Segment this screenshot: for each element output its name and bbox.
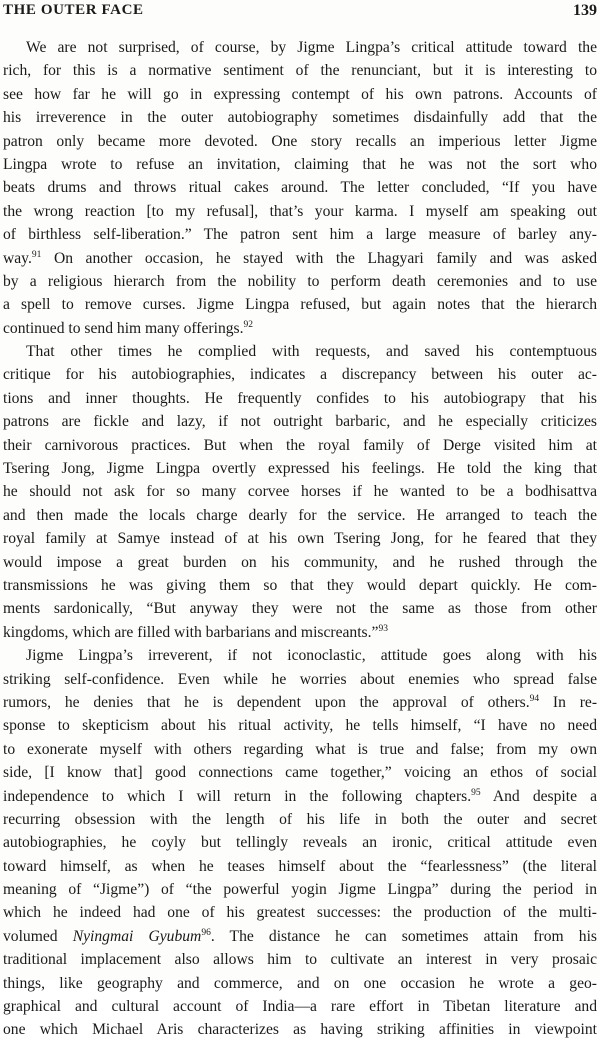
text-line bbox=[3, 808, 597, 831]
line-text: and then made the locals charge dearly for the service. He arranged to teach the bbox=[3, 506, 597, 524]
text-line bbox=[3, 293, 597, 316]
line-text: beats drums and throws ritual cakes around. The letter concluded, “If you have bbox=[3, 179, 597, 197]
line-text: things, like geography and commerce, and on one occasion he wrote a geo- bbox=[3, 974, 597, 992]
text-line bbox=[3, 200, 597, 223]
text-line bbox=[3, 551, 597, 574]
text-line bbox=[3, 995, 597, 1018]
text-line bbox=[3, 247, 597, 270]
line-text: Lingpa wrote to refuse an invitation, claiming that he was not the sort who bbox=[3, 155, 597, 173]
line-text: the wrong reaction [to my refusal], that’s your karma. I myself am speaking out bbox=[3, 202, 597, 220]
text-line bbox=[3, 714, 597, 737]
line-text: way. bbox=[3, 249, 32, 267]
line-text: ments sardonically, “But anyway they were not the same as those from other bbox=[3, 600, 597, 618]
footnote-marker[interactable]: 95 bbox=[471, 787, 481, 798]
text-line bbox=[3, 644, 597, 667]
text-line bbox=[3, 504, 597, 527]
body-text bbox=[3, 36, 597, 1042]
text-line bbox=[3, 925, 597, 948]
line-text: which he indeed had one of his greatest successes: the production of the multi- bbox=[3, 904, 597, 922]
text-line bbox=[3, 106, 597, 129]
text-line bbox=[3, 340, 597, 363]
text-line bbox=[3, 761, 597, 784]
text-line bbox=[3, 1018, 597, 1041]
footnote-marker[interactable]: 91 bbox=[31, 249, 42, 260]
line-text: one which Michael Aris characterizes as having striking affinities in viewpoint bbox=[3, 1021, 597, 1039]
line-text: by a religious hierarch from the nobility to perform death ceremonies and to use bbox=[3, 272, 597, 290]
text-line bbox=[3, 457, 597, 480]
line-text: would impose a great burden on his community, and he rushed through the bbox=[3, 553, 597, 571]
text-line bbox=[3, 597, 597, 620]
line-text: kingdoms, which are filled with barbarians and miscreants.” bbox=[3, 623, 379, 641]
text-line bbox=[3, 223, 597, 246]
chapter-title: THE OUTER FACE bbox=[3, 2, 144, 18]
text-line bbox=[3, 668, 597, 691]
text-line bbox=[3, 878, 597, 901]
line-text: Jigme Lingpa’s irreverent, if not iconoclastic, attitude goes along with his bbox=[26, 647, 597, 665]
page-number: 139 bbox=[573, 2, 597, 19]
line-text: graphical and cultural account of India—a rare effort in Tibetan literature and bbox=[3, 998, 597, 1016]
text-line bbox=[3, 901, 597, 924]
footnote-marker[interactable]: 94 bbox=[529, 693, 540, 704]
line-text: traditional implacement also allows him to cultivate an interest in very prosaic bbox=[3, 951, 597, 969]
line-text: see how far he will go in expressing contempt of his own patrons. Accounts of bbox=[3, 85, 597, 103]
line-text: a spell to remove curses. Jigme Lingpa refused, but again notes that the hierarch bbox=[3, 296, 597, 314]
text-line bbox=[3, 36, 597, 59]
text-line bbox=[3, 831, 597, 854]
line-text: royal family at Samye instead of at his own Tsering Jong, for he feared that they bbox=[3, 530, 597, 548]
line-text: he should not ask for so many corvee horses if he wanted to be a bodhisattva bbox=[3, 483, 597, 501]
footnote-marker[interactable]: 93 bbox=[378, 623, 388, 634]
text-line bbox=[3, 83, 597, 106]
line-text: volumed bbox=[3, 927, 73, 945]
line-text: recurring obsession with the length of his life in both the outer and secret bbox=[3, 810, 597, 828]
text-line bbox=[3, 363, 597, 386]
line-text-continued: In re- bbox=[539, 693, 598, 711]
italic-title: Nyingmai Gyubum bbox=[72, 927, 202, 945]
footnote-marker[interactable]: 96 bbox=[201, 927, 211, 938]
line-text: their carnivorous practices. But when the royal family of Derge visited him at bbox=[3, 436, 597, 454]
line-text: tions and inner thoughts. He frequently confides to his autobiograpy that his bbox=[3, 389, 597, 407]
line-text: his irreverence in the outer autobiography sometimes disdainfully add that the bbox=[3, 109, 597, 127]
line-text: autobiographies, he coyly but tellingly reveals an ironic, critical attitude even bbox=[3, 834, 597, 852]
line-text: striking self-confidence. Even while he worries about enemies who spread false bbox=[3, 670, 597, 688]
text-line bbox=[3, 387, 597, 410]
text-line bbox=[3, 317, 597, 340]
line-text: of birthless self-liberation.” The patron sent him a large measure of barley any- bbox=[3, 226, 597, 244]
text-line bbox=[3, 153, 597, 176]
line-text: Tsering Jong, Jigme Lingpa overtly expressed his feelings. He told the king that bbox=[3, 460, 597, 478]
line-text-continued: And despite a bbox=[480, 787, 597, 805]
text-line bbox=[3, 948, 597, 971]
line-text: patron only became more devoted. One story recalls an imperious letter Jigme bbox=[3, 132, 597, 150]
line-text: independence to which I will return in the following chapters. bbox=[3, 787, 472, 805]
text-line bbox=[3, 130, 597, 153]
text-line bbox=[3, 410, 597, 433]
text-line bbox=[3, 972, 597, 995]
running-head bbox=[3, 2, 597, 20]
line-text: toward himself, as when he teases himself about the “fearlessness” (the literal bbox=[3, 857, 597, 875]
text-line bbox=[3, 176, 597, 199]
text-line bbox=[3, 59, 597, 82]
line-text: sponse to skepticism about his ritual activity, he tells himself, “I have no need bbox=[3, 717, 597, 735]
text-line bbox=[3, 621, 597, 644]
line-text: That other times he complied with requests, and saved his contemptuous bbox=[26, 343, 597, 361]
line-text: continued to send him many offerings. bbox=[3, 319, 244, 337]
text-line bbox=[3, 738, 597, 761]
line-text-continued: . The distance he can sometimes attain from his bbox=[210, 927, 597, 945]
line-text: side, [I know that] good connections came together,” voicing an ethos of social bbox=[3, 764, 597, 782]
line-text: critique for his autobiographies, indicates a discrepancy between his outer ac- bbox=[3, 366, 597, 384]
text-line bbox=[3, 270, 597, 293]
line-text: rich, for this is a normative sentiment of the renunciant, but it is interesting to bbox=[3, 62, 597, 80]
line-text: meaning of “Jigme”) of “the powerful yogin Jigme Lingpa” during the period in bbox=[3, 881, 597, 899]
text-line bbox=[3, 480, 597, 503]
line-text: We are not surprised, of course, by Jigme Lingpa’s critical attitude toward the bbox=[26, 39, 597, 56]
line-text: transmissions he was giving them so that they would depart quickly. He com- bbox=[3, 576, 597, 594]
line-text: to exonerate myself with others regarding what is true and false; from my own bbox=[3, 740, 597, 758]
text-line bbox=[3, 855, 597, 878]
footnote-marker[interactable]: 92 bbox=[243, 319, 254, 330]
line-text: rumors, he denies that he is dependent upon the approval of others. bbox=[3, 693, 530, 711]
text-line bbox=[3, 691, 597, 714]
line-text: patrons are fickle and lazy, if not outright barbaric, and he especially criticizes bbox=[3, 413, 597, 431]
text-line bbox=[3, 574, 597, 597]
text-line bbox=[3, 434, 597, 457]
line-text-continued: On another occasion, he stayed with the Lhagyari family and was asked bbox=[41, 249, 597, 267]
text-line bbox=[3, 527, 597, 550]
text-line bbox=[3, 785, 597, 808]
